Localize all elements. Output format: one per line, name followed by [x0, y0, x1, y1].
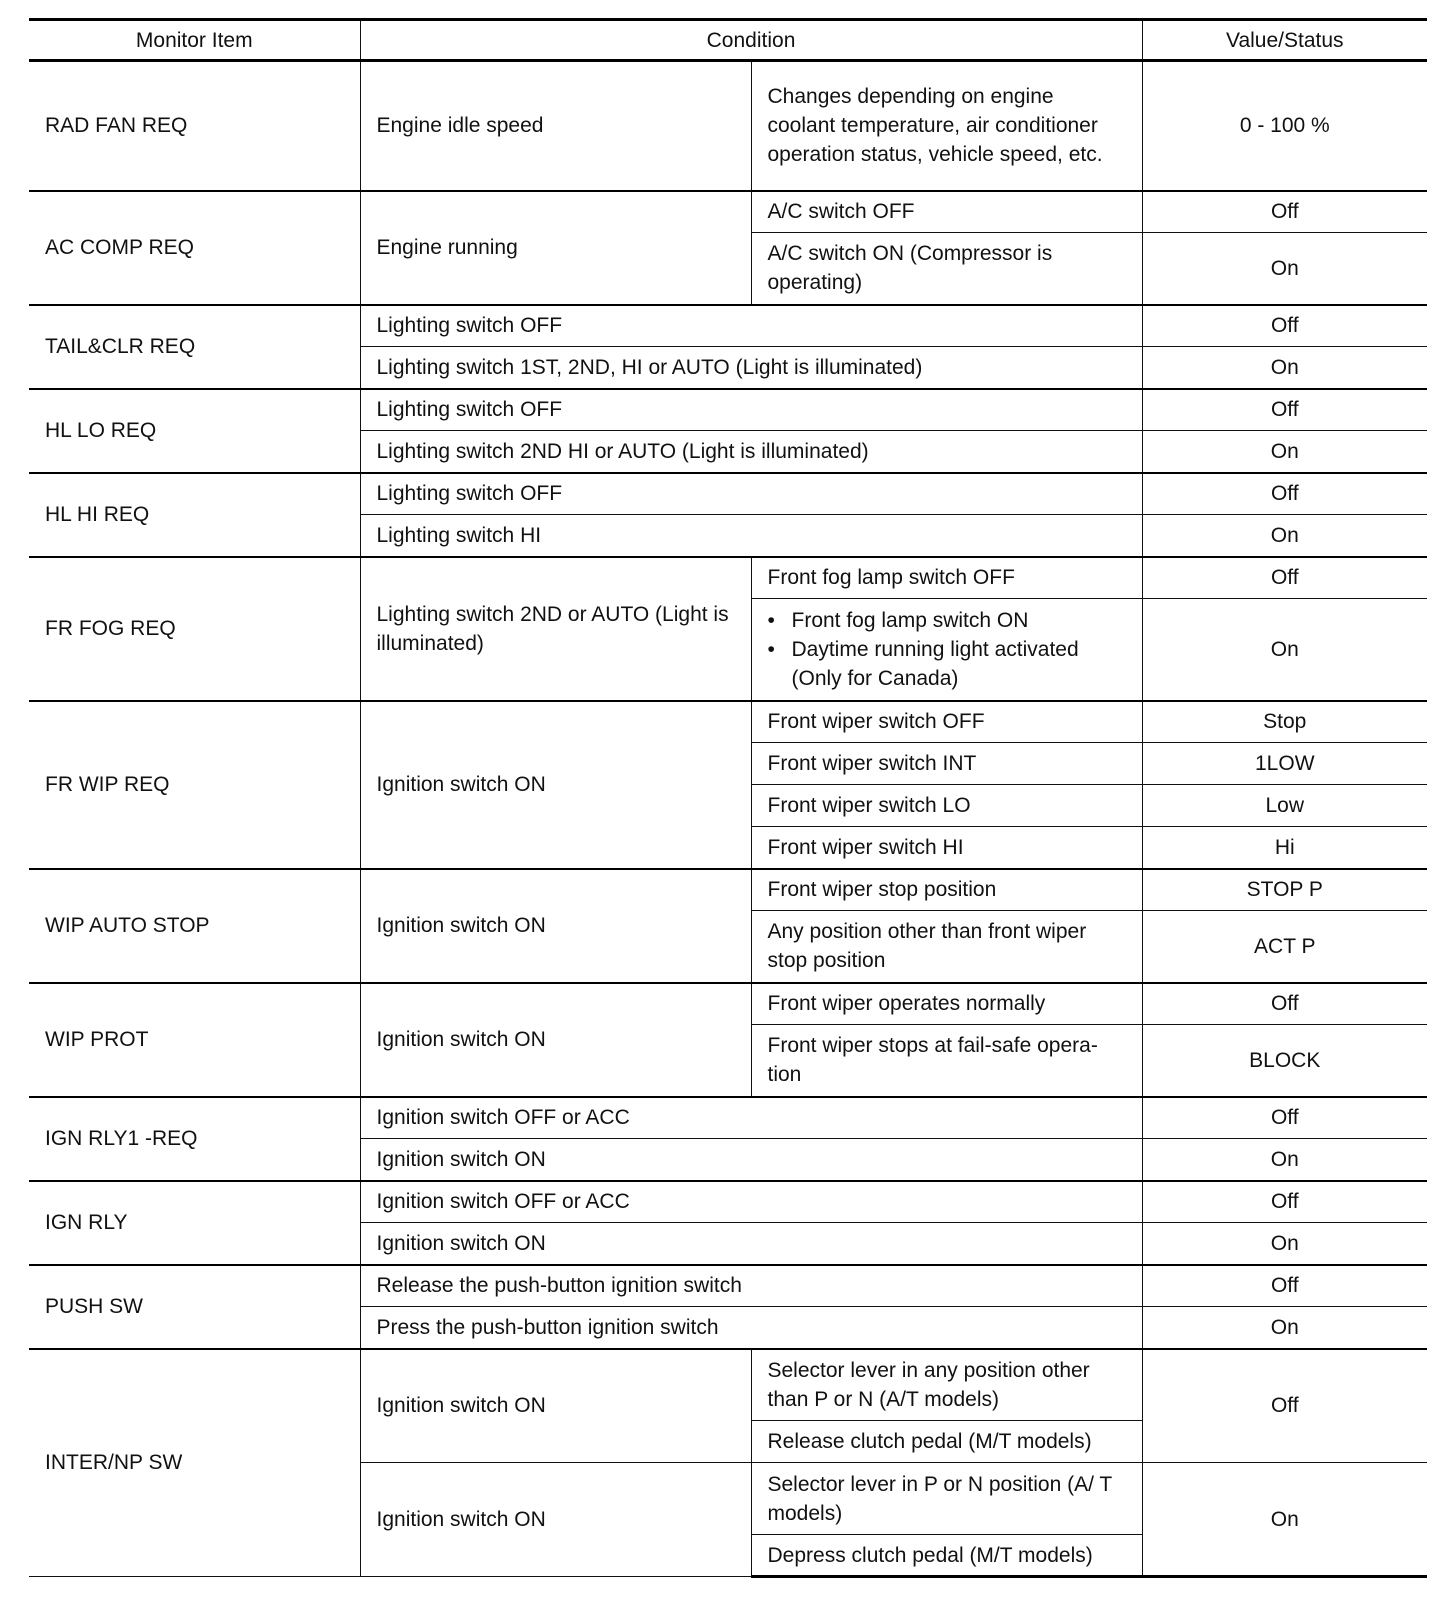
- monitor-item: TAIL&CLR REQ: [29, 305, 360, 389]
- value-status: ACT P: [1142, 911, 1427, 983]
- value-status: On: [1142, 431, 1427, 473]
- monitor-item: RAD FAN REQ: [29, 61, 360, 191]
- monitor-item: WIP PROT: [29, 983, 360, 1097]
- sub-condition: Front wiper operates normally: [751, 983, 1142, 1025]
- value-status: Off: [1142, 557, 1427, 599]
- condition: Ignition switch ON: [360, 983, 751, 1097]
- sub-condition: Front wiper stops at fail-safe opera-tion: [751, 1025, 1142, 1097]
- monitor-item: HL LO REQ: [29, 389, 360, 473]
- condition: Lighting switch OFF: [360, 305, 1142, 347]
- monitor-item: IGN RLY1 -REQ: [29, 1097, 360, 1181]
- condition: Ignition switch ON: [360, 1223, 1142, 1265]
- condition: Engine running: [360, 191, 751, 305]
- sub-condition: Front fog lamp switch OFF: [751, 557, 1142, 599]
- table-row: [29, 1181, 1427, 1223]
- condition: Engine idle speed: [360, 61, 751, 191]
- sub-condition: Front wiper stop position: [751, 869, 1142, 911]
- condition: Lighting switch 1ST, 2ND, HI or AUTO (Light is illuminated): [360, 347, 1142, 389]
- bullet-item: • Front fog lamp switch ON: [792, 606, 1126, 635]
- value-status: On: [1142, 515, 1427, 557]
- condition: Ignition switch OFF or ACC: [360, 1181, 1142, 1223]
- value-status: On: [1142, 1223, 1427, 1265]
- table-row: [29, 1349, 1427, 1421]
- condition: Lighting switch 2ND or AUTO (Light is illuminated): [360, 557, 751, 701]
- table-row: [29, 61, 1427, 191]
- value-status: On: [1142, 1463, 1427, 1577]
- sub-condition: Any position other than front wiper stop position: [751, 911, 1142, 983]
- monitor-item: HL HI REQ: [29, 473, 360, 557]
- condition: Ignition switch OFF or ACC: [360, 1097, 1142, 1139]
- sub-condition: Selector lever in any position other than P or N (A/T models): [751, 1349, 1142, 1421]
- header-value-status: Value/Status: [1142, 20, 1427, 61]
- sub-condition: Front wiper switch INT: [751, 743, 1142, 785]
- value-status: Stop: [1142, 701, 1427, 743]
- value-status: Off: [1142, 473, 1427, 515]
- condition: Lighting switch HI: [360, 515, 1142, 557]
- value-status: Off: [1142, 191, 1427, 233]
- value-status: On: [1142, 233, 1427, 305]
- value-status: Off: [1142, 1349, 1427, 1463]
- table-row: [29, 557, 1427, 599]
- sub-condition: Front wiper switch LO: [751, 785, 1142, 827]
- sub-condition: Front wiper switch HI: [751, 827, 1142, 869]
- sub-condition: Selector lever in P or N position (A/ T models): [751, 1463, 1142, 1535]
- sub-condition: A/C switch ON (Compressor is operating): [751, 233, 1142, 305]
- bullet-list: [768, 606, 1126, 693]
- monitor-item: AC COMP REQ: [29, 191, 360, 305]
- condition: Ignition switch ON: [360, 1139, 1142, 1181]
- table-row: [29, 1097, 1427, 1139]
- sub-condition: Front wiper switch OFF: [751, 701, 1142, 743]
- condition: Lighting switch OFF: [360, 389, 1142, 431]
- condition: Ignition switch ON: [360, 1463, 751, 1577]
- header-monitor-item: Monitor Item: [29, 20, 360, 61]
- condition: Ignition switch ON: [360, 1349, 751, 1463]
- table-row: [29, 1265, 1427, 1307]
- monitor-item: WIP AUTO STOP: [29, 869, 360, 983]
- value-status: 1LOW: [1142, 743, 1427, 785]
- condition: Ignition switch ON: [360, 869, 751, 983]
- sub-condition: A/C switch OFF: [751, 191, 1142, 233]
- value-status: On: [1142, 347, 1427, 389]
- sub-condition: [751, 599, 1142, 701]
- condition: Release the push-button ignition switch: [360, 1265, 1142, 1307]
- monitor-item: IGN RLY: [29, 1181, 360, 1265]
- value-status: Hi: [1142, 827, 1427, 869]
- monitor-item: FR WIP REQ: [29, 701, 360, 869]
- value-status: Off: [1142, 389, 1427, 431]
- value-status: Off: [1142, 1097, 1427, 1139]
- value-status: Off: [1142, 1265, 1427, 1307]
- header-condition: Condition: [360, 20, 1142, 61]
- table-header: [29, 20, 1427, 61]
- table-row: [29, 701, 1427, 743]
- table-row: [29, 389, 1427, 431]
- monitor-item: INTER/NP SW: [29, 1349, 360, 1577]
- monitor-item: FR FOG REQ: [29, 557, 360, 701]
- sub-condition: Changes depending on engine coolant temperature, air conditioner operation status, vehicle speed, etc.: [751, 61, 1142, 191]
- value-status: Off: [1142, 1181, 1427, 1223]
- value-status: On: [1142, 1139, 1427, 1181]
- bullet-item: • Daytime running light activated (Only for Canada): [792, 635, 1126, 693]
- monitor-item: PUSH SW: [29, 1265, 360, 1349]
- table-row: [29, 191, 1427, 233]
- table-row: [29, 305, 1427, 347]
- value-status: On: [1142, 599, 1427, 701]
- value-status: 0 - 100 %: [1142, 61, 1427, 191]
- value-status: On: [1142, 1307, 1427, 1349]
- value-status: BLOCK: [1142, 1025, 1427, 1097]
- condition: Ignition switch ON: [360, 701, 751, 869]
- condition: Lighting switch OFF: [360, 473, 1142, 515]
- value-status: Off: [1142, 983, 1427, 1025]
- value-status: Off: [1142, 305, 1427, 347]
- value-status: STOP P: [1142, 869, 1427, 911]
- table-row: [29, 983, 1427, 1025]
- table-row: [29, 473, 1427, 515]
- table-row: [29, 869, 1427, 911]
- sub-condition: Depress clutch pedal (M/T models): [751, 1535, 1142, 1577]
- sub-condition: Release clutch pedal (M/T models): [751, 1421, 1142, 1463]
- condition: Press the push-button ignition switch: [360, 1307, 1142, 1349]
- value-status: Low: [1142, 785, 1427, 827]
- condition: Lighting switch 2ND HI or AUTO (Light is illuminated): [360, 431, 1142, 473]
- monitor-item-table: [29, 18, 1427, 1578]
